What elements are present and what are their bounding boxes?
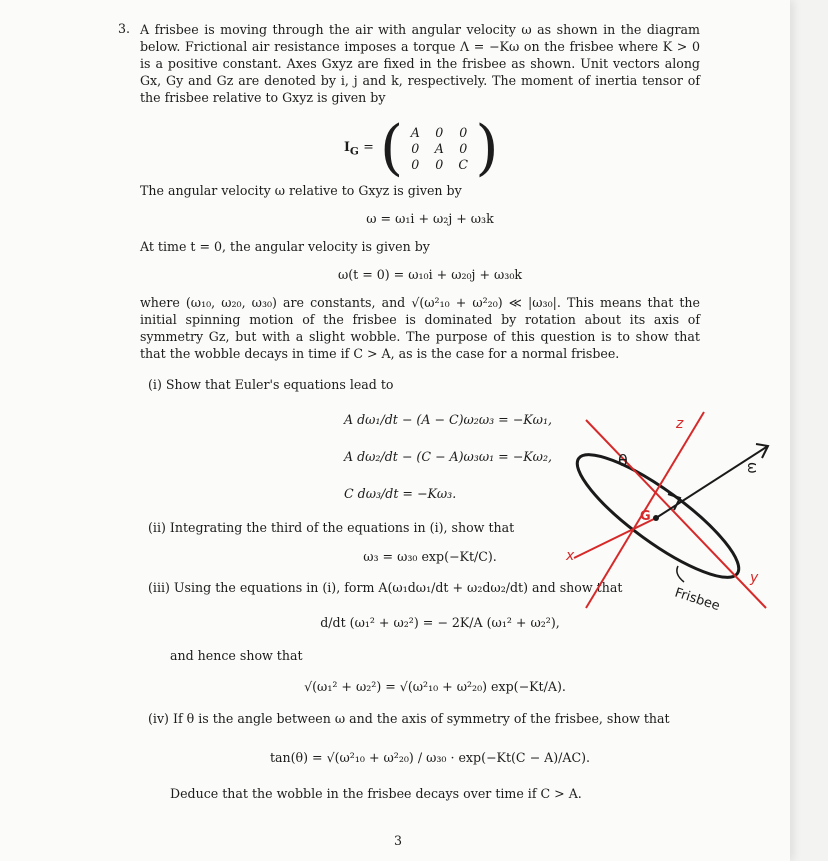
euler-eq-1: A dω₁/dt − (A − C)ω₂ω₃ = −Kω₁, [344, 412, 552, 427]
part-ii-equation: ω₃ = ω₃₀ exp(−Kt/C). [363, 549, 497, 564]
part-iv-label: (iv) If θ is the angle between ω and the axis of symmetry of the frisbee, show that [148, 711, 670, 726]
matrix-cell: 0 [435, 124, 444, 140]
part-iv-deduce: Deduce that the wobble in the frisbee decays over time if C > A. [170, 786, 582, 801]
page-number: 3 [394, 833, 403, 848]
z-axis-label: z [676, 416, 684, 432]
frisbee-diagram [556, 398, 771, 628]
matrix-cell: A [410, 124, 420, 140]
omega-arrow-line [656, 446, 768, 518]
question-intro: A frisbee is moving through the air with angular velocity ω as shown in the diagram below. Frictional air resistance imposes a torque Λ = −Kω on the frisbee where K > 0 is a positive constant. Axes Gxyz are fixed in the frisbee as shown. Unit vectors along Gx, Gy and Gz are denoted by i, j and k, respectively. The moment of inertia tensor of the frisbee relative to Gxyz is given by [140, 22, 700, 105]
matrix-cell: A [434, 140, 444, 156]
matrix-cell: 0 [411, 140, 420, 156]
omega-relative-text: The angular velocity ω relative to Gxyz is given by [140, 183, 462, 198]
inertia-label: $I_G$ = [344, 138, 374, 158]
center-label-g: G [640, 509, 651, 524]
question-number: 3. [118, 21, 131, 36]
matrix-cell: 0 [411, 156, 420, 172]
omega-initial-equation: ω(t = 0) = ω₁₀i + ω₂₀j + ω₃₀k [337, 267, 523, 282]
y-axis-label: y [750, 570, 759, 586]
right-paren: ) [475, 113, 499, 183]
center-of-mass-point [653, 515, 659, 521]
part-ii-label: (ii) Integrating the third of the equations in (i), show that [148, 520, 515, 535]
part-iii-label: (iii) Using the equations in (i), form A(ω₁dω₁/dt + ω₂dω₂/dt) and show that [148, 580, 623, 595]
part-i-label: (i) Show that Euler's equations lead to [148, 377, 394, 392]
part-iv-equation: tan(θ) = √(ω²₁₀ + ω²₂₀) / ω₃₀ · exp(−Kt(C − A)/AC). [269, 750, 591, 765]
time-text: At time t = 0, the angular velocity is given by [140, 239, 430, 254]
matrix-cell: C [458, 156, 469, 172]
part-iii-equation-2: √(ω₁² + ω₂²) = √(ω²₁₀ + ω²₂₀) exp(−Kt/A). [304, 679, 566, 694]
frisbee-label: Frisbee [672, 585, 722, 615]
euler-eq-2: A dω₂/dt − (C − A)ω₃ω₁ = −Kω₂, [344, 449, 552, 464]
matrix-cell: 0 [459, 124, 468, 140]
part-iii-equation: d/dt (ω₁² + ω₂²) = − 2K/A (ω₁² + ω₂²), [320, 615, 560, 630]
euler-eq-3: C dω₃/dt = −Kω₃. [344, 486, 457, 501]
matrix-cell: 0 [435, 156, 444, 172]
left-paren: ( [379, 113, 404, 183]
inertia-matrix [403, 125, 475, 172]
omega-label: ω [744, 462, 760, 474]
matrix-cell: 0 [459, 140, 468, 156]
part-iii-hence: and hence show that [170, 648, 303, 663]
x-axis-label: x [566, 548, 575, 564]
where-text: where (ω₁₀, ω₂₀, ω₃₀) are constants, and √(ω²₁₀ + ω²₂₀) ≪ |ω₃₀|. This means that the initial spinning motion of the frisbee is dominated by rotation about its axis of symmetry Gz, but with a slight wobble. The purpose of this question is to show that that the wobble decays in time if C > A, as is the case for a normal frisbee. [140, 295, 700, 361]
omega-equation: ω = ω₁i + ω₂j + ω₃k [366, 211, 494, 226]
frisbee-pointer [677, 566, 684, 582]
theta-label: θ [618, 451, 628, 470]
inertia-tensor [344, 113, 499, 183]
